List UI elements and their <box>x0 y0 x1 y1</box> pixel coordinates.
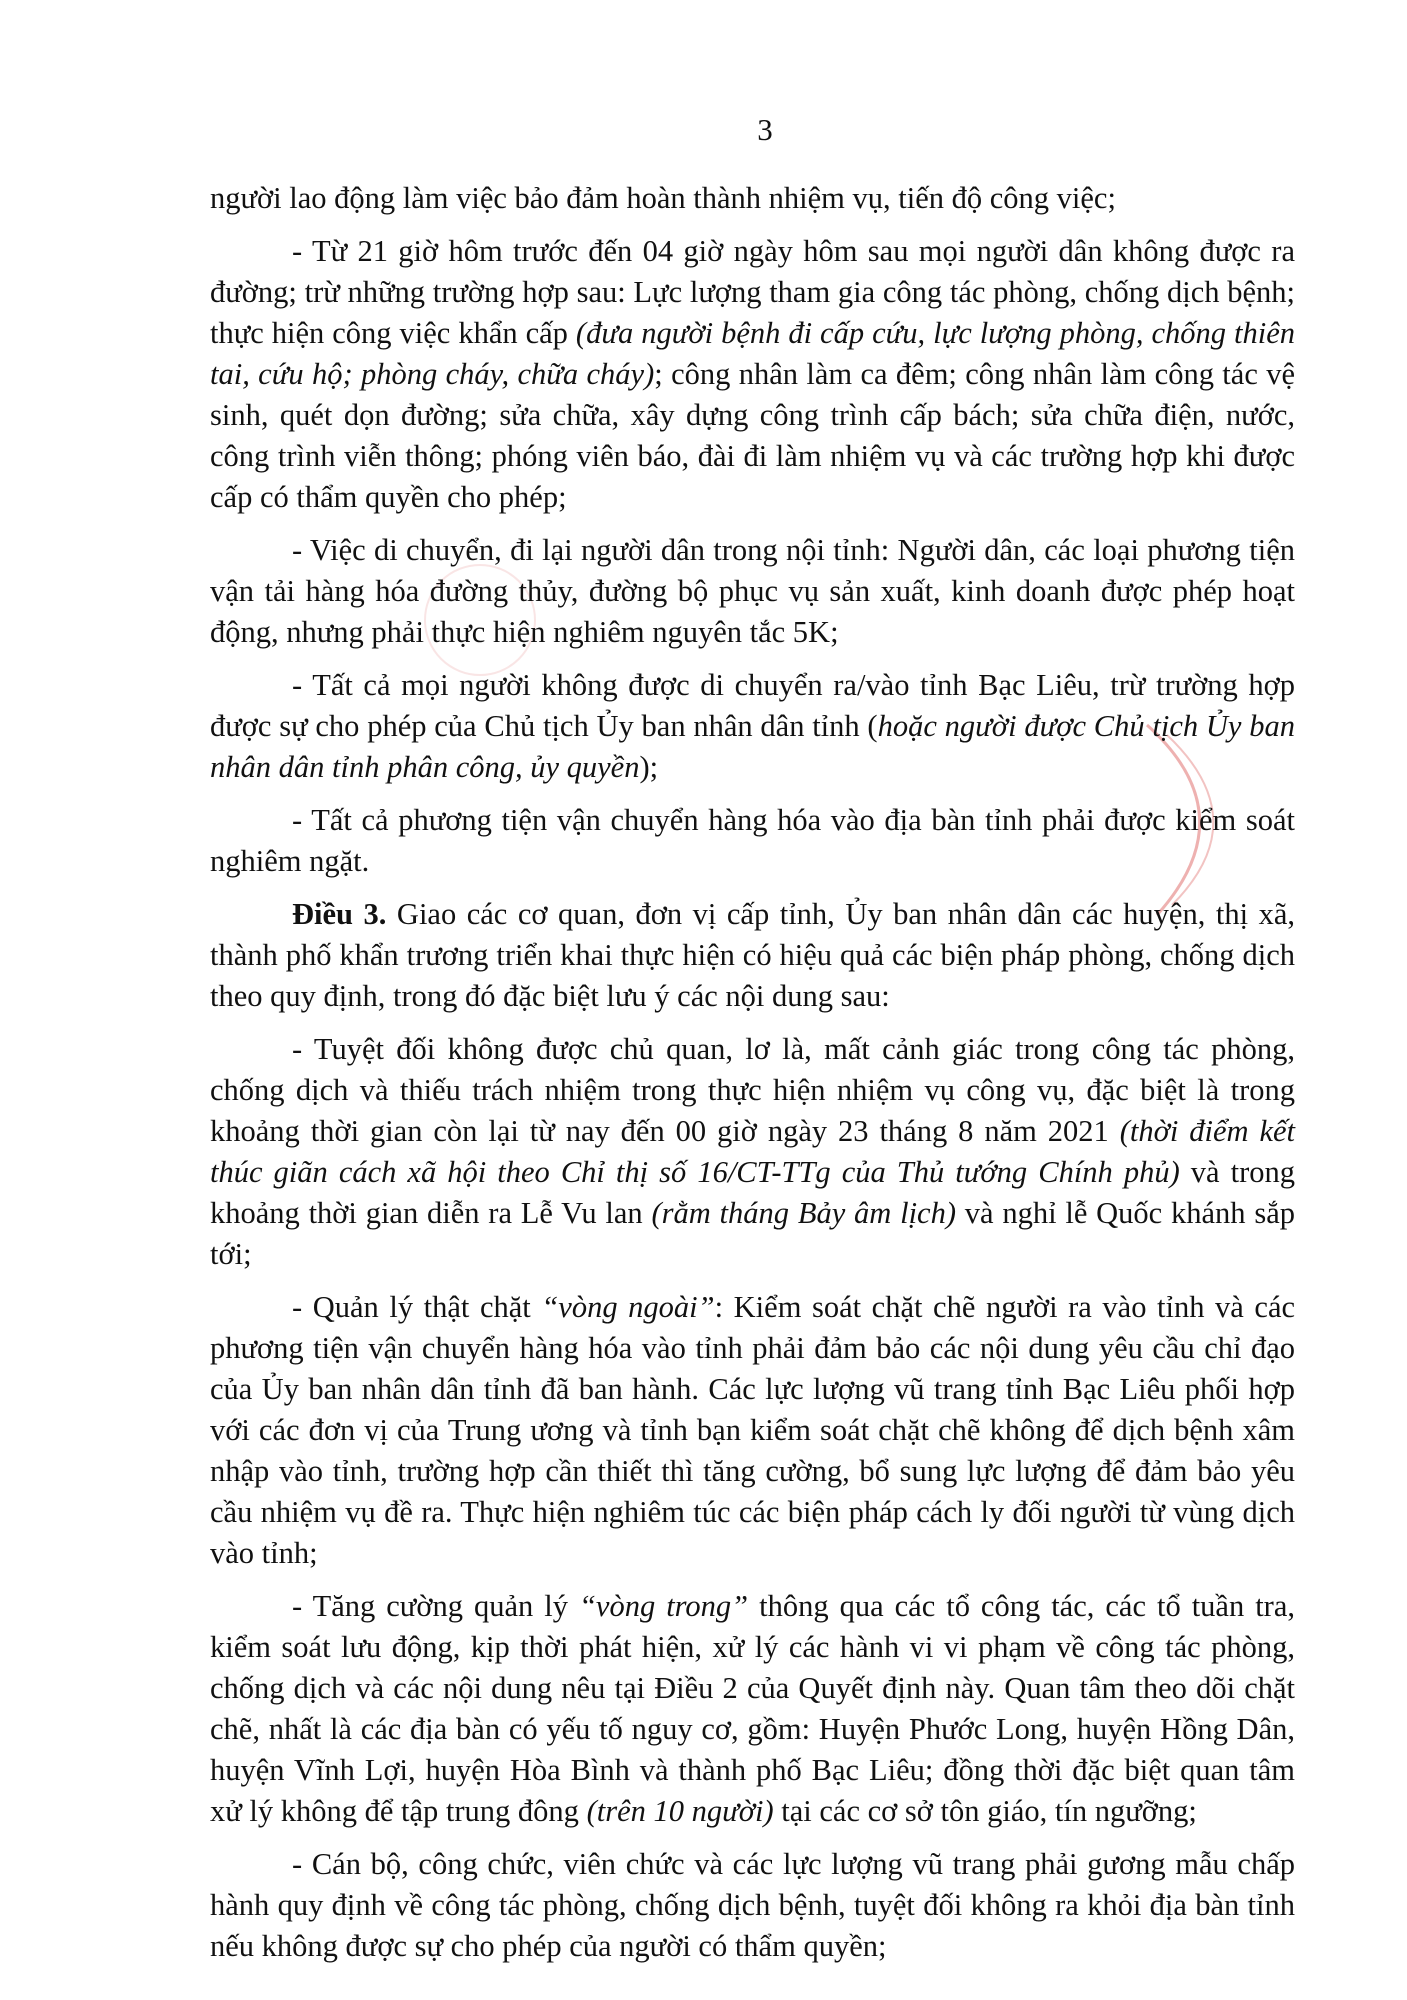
text-run: : Kiểm soát chặt chẽ người ra vào tỉnh và các phương tiện vận chuyển hàng hóa vào tỉnh phải đảm bảo các nội dung yêu cầu chỉ đạo của Ủy ban nhân dân tỉnh đã ban hành. Các lực lượng vũ trang tỉnh Bạc Liêu phối hợp với các đơn vị của Trung ương và tỉnh bạn kiểm soát chặt chẽ không để dịch bệnh xâm nhập vào tỉnh, trường hợp cần thiết thì tăng cường, bổ sung lực lượng để đảm bảo yêu cầu nhiệm vụ đề ra. Thực hiện nghiêm túc các biện pháp cách ly đối người từ vùng dịch vào tỉnh; <box>210 1290 1296 1570</box>
text-run: tại các cơ sở tôn giáo, tín ngưỡng; <box>773 1794 1197 1828</box>
article-heading: Điều 3. <box>292 897 387 931</box>
text-run: - Tất cả phương tiện vận chuyển hàng hóa vào địa bàn tỉnh phải được kiểm soát nghiêm ngặt. <box>210 803 1295 878</box>
text-run: - Việc di chuyển, đi lại người dân trong nội tỉnh: Người dân, các loại phương tiện vận tải hàng hóa đường thủy, đường bộ phục vụ sản xuất, kinh doanh được phép hoạt động, nhưng phải thực hiện nghiêm nguyên tắc 5K; <box>210 533 1295 649</box>
text-run: và nghỉ lễ Quốc khánh sắp tới; <box>210 1196 1295 1271</box>
text-run: - Từ 21 giờ hôm trước đến 04 giờ ngày hôm sau mọi người dân không được ra đường; trừ những trường hợp sau: Lực lượng tham gia công tác phòng, chống dịch bệnh; thực hiện công việc khẩn cấp <box>210 234 1295 350</box>
text-run: và trong khoảng thời gian diễn ra Lễ Vu lan <box>210 1155 1295 1230</box>
text-run: thông qua các tổ công tác, các tổ tuần tra, kiểm soát lưu động, kịp thời phát hiện, xử lý các hành vi vi phạm về công tác phòng, chống dịch và các nội dung nêu tại Điều 2 của Quyết định này. Quan tâm theo dõi chặt chẽ, nhất là các địa bàn có yếu tố nguy cơ, gồm: Huyện Phước Long, huyện Hồng Dân, huyện Vĩnh Lợi, huyện Hòa Bình và thành phố Bạc Liêu; đồng thời đặc biệt quan tâm xử lý không để tập trung đông <box>210 1589 1295 1828</box>
text-run: Giao các cơ quan, đơn vị cấp tỉnh, Ủy ban nhân dân các huyện, thị xã, thành phố khẩn trương triển khai thực hiện có hiệu quả các biện pháp phòng, chống dịch theo quy định, trong đó đặc biệt lưu ý các nội dung sau: <box>210 897 1295 1013</box>
italic-run: (rằm tháng Bảy âm lịch) <box>651 1196 956 1230</box>
paragraph-curfew <box>210 231 1295 518</box>
paragraph-goods-transport <box>210 800 1295 882</box>
italic-run: (trên 10 người) <box>586 1794 774 1828</box>
document-body <box>210 178 1295 1979</box>
italic-run: (thời điểm kết thúc giãn cách xã hội theo Chỉ thị số 16/CT-TTg của Thủ tướng Chính phủ) <box>210 1114 1296 1189</box>
text-run: - Tất cả mọi người không được di chuyển ra/vào tỉnh Bạc Liêu, trừ trường hợp được sự cho phép của Chủ tịch Ủy ban nhân dân tỉnh ( <box>210 668 1295 743</box>
text-run: ; công nhân làm ca đêm; công nhân làm công tác vệ sinh, quét dọn đường; sửa chữa, xây dựng công trình cấp bách; sửa chữa điện, nước, công trình viễn thông; phóng viên báo, đài đi làm nhiệm vụ và các trường hợp khi được cấp có thẩm quyền cho phép; <box>210 357 1295 514</box>
text-run: - Tăng cường quản lý <box>292 1589 579 1623</box>
paragraph-province-entry <box>210 665 1295 788</box>
italic-run: “vòng ngoài” <box>541 1290 715 1324</box>
text-run: - Tuyệt đối không được chủ quan, lơ là, mất cảnh giác trong công tác phòng, chống dịch và thiếu trách nhiệm trong thực hiện nhiệm vụ công vụ, đặc biệt là trong khoảng thời gian còn lại từ nay đến 00 giờ ngày 23 tháng 8 năm 2021 <box>210 1032 1295 1148</box>
paragraph-outer-ring <box>210 1287 1295 1574</box>
italic-run: (đưa người bệnh đi cấp cứu, lực lượng phòng, chống thiên tai, cứu hộ; phòng cháy, chữa cháy) <box>210 316 1295 391</box>
paragraph-inner-ring <box>210 1586 1295 1832</box>
paragraph-officials <box>210 1844 1295 1967</box>
italic-run: “vòng trong” <box>578 1589 749 1623</box>
text-run: - Cán bộ, công chức, viên chức và các lực lượng vũ trang phải gương mẫu chấp hành quy định về công tác phòng, chống dịch bệnh, tuyệt đối không ra khỏi địa bàn tỉnh nếu không được sự cho phép của người có thẩm quyền; <box>210 1847 1295 1963</box>
paragraph-vigilance <box>210 1029 1295 1275</box>
paragraph-internal-travel <box>210 530 1295 653</box>
text-run: ); <box>639 750 659 784</box>
text-run: người lao động làm việc bảo đảm hoàn thành nhiệm vụ, tiến độ công việc; <box>210 181 1116 215</box>
paragraph-continuation <box>210 178 1295 219</box>
paragraph-article-3 <box>210 894 1295 1017</box>
text-run: - Quản lý thật chặt <box>292 1290 542 1324</box>
page-number: 3 <box>757 112 773 147</box>
italic-run: hoặc người được Chủ tịch Ủy ban nhân dân tỉnh phân công, ủy quyền <box>210 709 1295 784</box>
